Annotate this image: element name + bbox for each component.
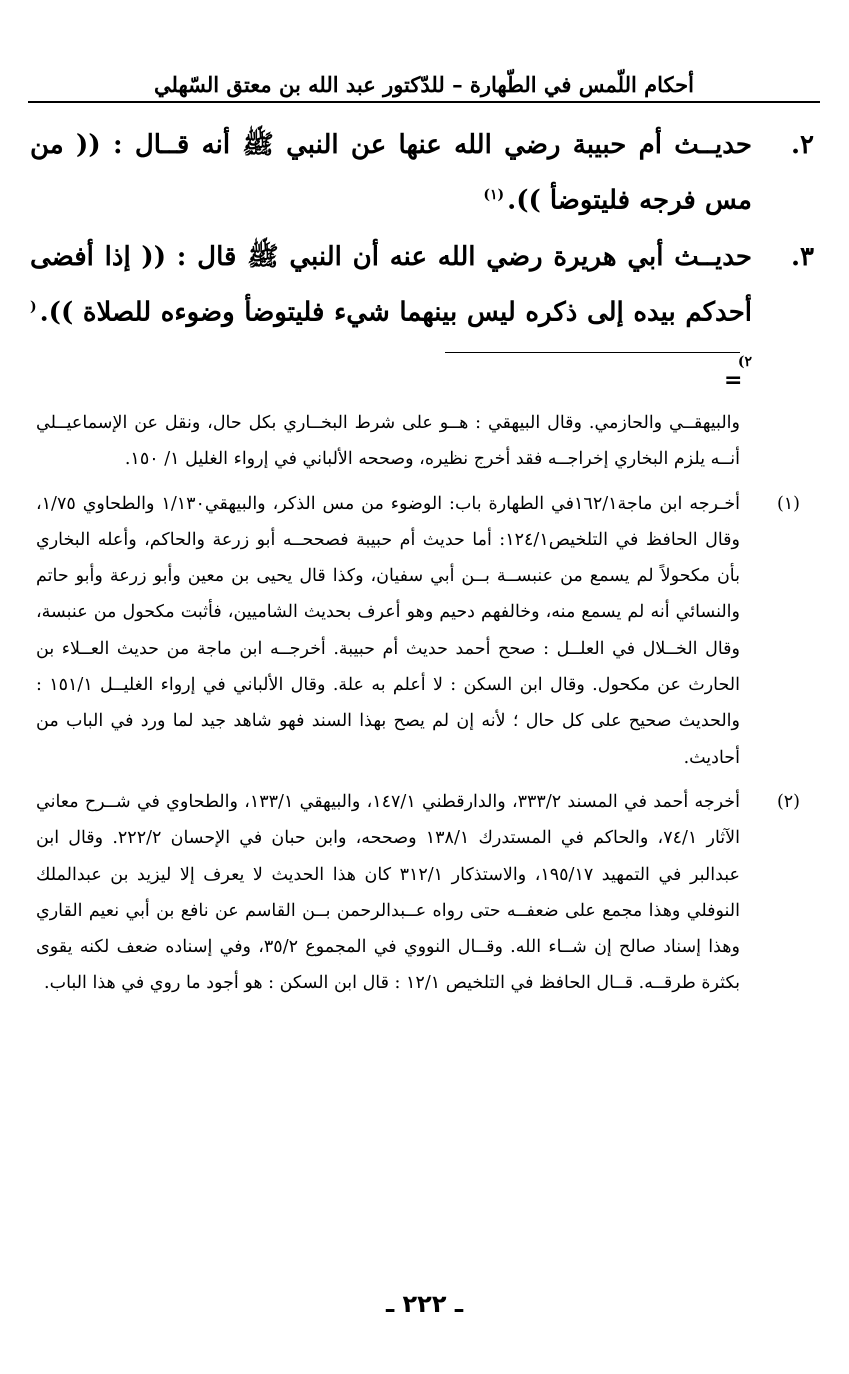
- hadith-list: [30, 120, 820, 399]
- footnote-number: (١): [776, 493, 800, 514]
- hadith-text-block: [30, 120, 752, 226]
- footnote-continued: والبيهقــي والحازمي. وقال البيهقي : هــو على شرط البخــاري بكل حال، ونقل عن الإسماعيــلي أنــه يلزم البخاري إخراجــه فقد أخرج نظيره، وصححه الألباني في إرواء الغليل ١/ ١٥٠.: [36, 413, 740, 470]
- hadith-number: ٢.: [790, 130, 814, 160]
- footnote-number: (٢): [776, 791, 800, 812]
- footnote-item: [36, 784, 806, 1002]
- running-header: [28, 72, 820, 103]
- hadith-number: ٣.: [790, 241, 814, 272]
- hadith-item: [30, 232, 820, 393]
- header-title: أحكام اللّمس في الطّهارة – للدّكتور عبد الله بن معتق السّهلي: [154, 72, 694, 97]
- continuation-mark: =: [724, 368, 743, 393]
- footnote-text: أخـرجه ابن ماجة١٦٢/١في الطهارة باب: الوضوء من مس الذكر، والبيهقي١/١٣٠ والطحاوي ١/٧٥، وقال الحافظ في التلخيص١٢٤/١: أما حديث أم حبيبة فصححــه أبو زرعة والحاكم، وأعله البخاري بأن مكحولاً لم يسمع من عنبســة بــن أبي سفيان، وكذا قال يحيى بن معين وأبو زرعة وأبو حاتم والنسائي أنه لم يسمع منه، وخالفهم دحيم وهو أعرف بحديث الشاميين، فأثبت مكحول من عنبسة، وقال الخــلال في العلــل : صحح أحمد حديث أم حبيبة. أخرجــه ابن ماجة من حديث العــلاء بن الحارث عن مكحول. وقال ابن السكن : لا أعلم به علة. وقال الألباني في إرواء الغليــل ١٥١/١ : والحديث صحيح على كل حال ؛ لأنه إن لم يصح بهذا السند فهو شاهد جيد لما ورد في الباب من أحاديث.: [36, 493, 741, 768]
- hadith-text: حديــث أم حبيبة رضي الله عنها عن النبي ﷺ أنه قــال : (( من مس فرجه فليتوضأ )).: [30, 130, 752, 216]
- hadith-item: [30, 120, 820, 226]
- footnote-reference[interactable]: ( ٢): [30, 298, 752, 371]
- footnote-reference[interactable]: (١): [483, 187, 505, 203]
- footnotes-section: [36, 405, 806, 1010]
- footnote-text: أخرجه أحمد في المسند ٣٣٣/٢، والدارقطني ١٤٧/١، والبيهقي ١٣٣/١، والطحاوي في شــرح معاني الآثار ٧٤/١، والحاكم في المستدرك ١٣٨/١ وصححه، وابن حبان في الإحسان ٢٢٢/٢. وقال ابن عبدالبر في التمهيد ١٩٥/١٧، والاستذكار ٣١٢/١ كان هذا الحديث لا يعرف إلا ليزيد بن عبدالملك النوفلي وهذا مجمع على ضعفــه حتى رواه عــبدالرحمن بــن القاسم عن نافع بن أبي نعيم القاري وهذا إسناد صالح إن شــاء الله. وقــال النووي في المجموع ٣٥/٢، وفي إسناده ضعف لكنه يقوى بكثرة طرقــه. قــال الحافظ في التلخيص ١٢/١ : قال ابن السكن : هو أجود ما روي في هذا الباب.: [36, 791, 740, 994]
- footnote-item: [36, 486, 806, 776]
- page-number: ـ ٢٢٢ ـ: [385, 1290, 464, 1318]
- hadith-text: حديــث أبي هريرة رضي الله عنه أن النبي ﷺ قال : (( إذا أفضى أحدكم بيده إلى ذكره ليس بينهما شيء فليتوضأ وضوءه للصلاة )).: [30, 241, 752, 328]
- footnote-separator: [445, 352, 740, 353]
- hadith-text-block: [30, 232, 752, 393]
